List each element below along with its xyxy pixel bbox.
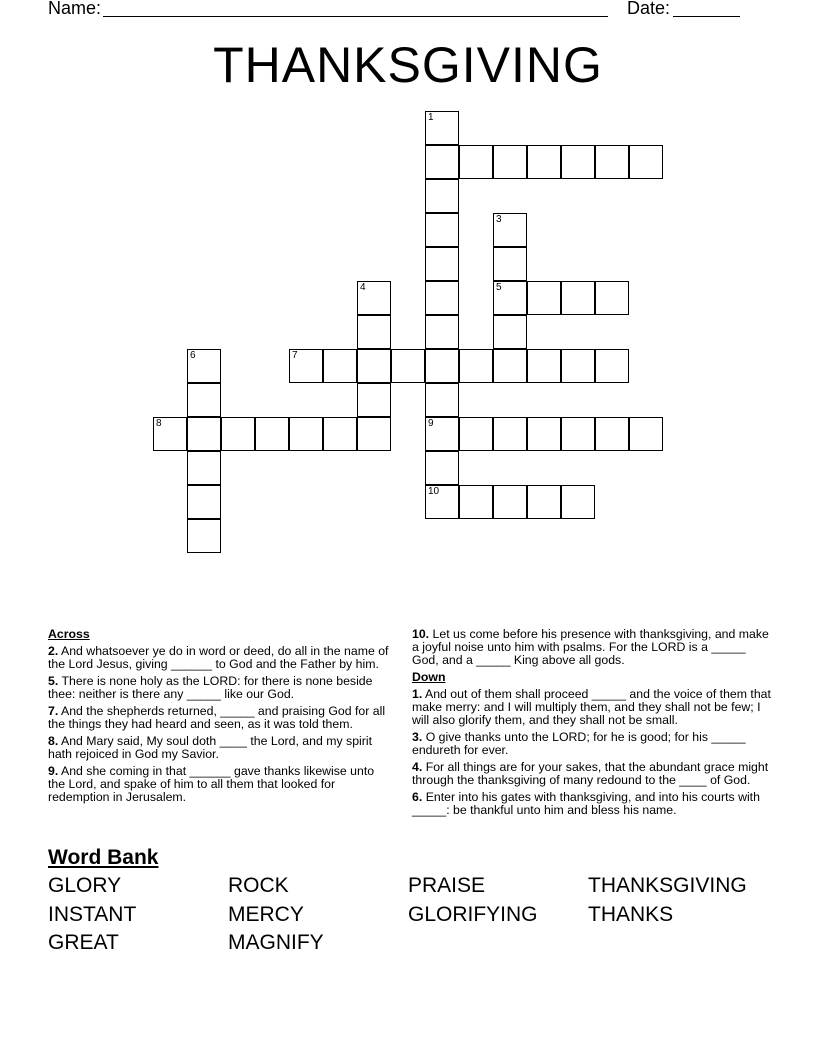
crossword-cell[interactable] — [425, 315, 459, 349]
word-bank-item: INSTANT — [48, 902, 137, 926]
crossword-cell[interactable] — [425, 349, 459, 383]
name-label: Name: — [48, 0, 102, 18]
word-bank-item: MERCY — [228, 902, 304, 926]
clue-down-4: 4. For all things are for your sakes, that the abundant grace might through the thanksgiving of many redound to the ____ of God. — [412, 760, 769, 787]
cell-number: 9 — [428, 418, 434, 429]
crossword-cell[interactable] — [595, 281, 629, 315]
crossword-cell[interactable] — [357, 383, 391, 417]
crossword-cell[interactable] — [493, 247, 527, 281]
clue-across-9: 9. And she coming in that ______ gave thanks likewise unto the Lord, and spake of him to all them that looked for redemption in Jerusalem. — [48, 764, 375, 804]
crossword-cell[interactable] — [493, 315, 527, 349]
crossword-cell[interactable] — [187, 519, 221, 553]
cell-number: 4 — [360, 282, 366, 293]
word-bank-item: THANKSGIVING — [588, 874, 747, 897]
crossword-cell[interactable] — [527, 145, 561, 179]
crossword-cell[interactable] — [527, 349, 561, 383]
crossword-cell[interactable] — [357, 281, 391, 315]
crossword-cell[interactable] — [425, 281, 459, 315]
crossword-cell[interactable] — [493, 485, 527, 519]
crossword-cell[interactable] — [425, 179, 459, 213]
cell-number: 5 — [496, 282, 502, 293]
crossword-cell[interactable] — [187, 417, 221, 451]
crossword-cell[interactable] — [561, 349, 595, 383]
crossword-cell[interactable] — [561, 145, 595, 179]
cell-number: 10 — [428, 486, 440, 497]
word-bank-item: ROCK — [228, 874, 289, 897]
crossword-cell[interactable] — [289, 417, 323, 451]
date-label: Date: — [627, 0, 671, 18]
clue-down-3: 3. O give thanks unto the LORD; for he is good; for his _____ endureth for ever. — [412, 730, 746, 757]
crossword-cell[interactable] — [357, 349, 391, 383]
crossword-cell[interactable] — [561, 281, 595, 315]
crossword-cell[interactable] — [187, 485, 221, 519]
crossword-cell[interactable] — [153, 417, 187, 451]
clue-down-6: 6. Enter into his gates with thanksgiving, and into his courts with _____: be thankful unto him and bless his name. — [412, 790, 760, 817]
cell-number: 6 — [190, 350, 196, 361]
clue-across-5: 5. There is none holy as the LORD: for there is none beside thee: neither is there any _____ like our God. — [48, 674, 373, 701]
crossword-cell[interactable] — [425, 417, 459, 451]
crossword-cell[interactable] — [187, 451, 221, 485]
crossword-cell[interactable] — [323, 417, 357, 451]
crossword-cell[interactable] — [425, 111, 459, 145]
crossword-cell[interactable] — [425, 451, 459, 485]
crossword-cell[interactable] — [459, 485, 493, 519]
crossword-cell[interactable] — [255, 417, 289, 451]
crossword-cell[interactable] — [425, 213, 459, 247]
crossword-cell[interactable] — [629, 417, 663, 451]
page-title: THANKSGIVING — [213, 37, 603, 93]
word-bank-item: GLORIFYING — [408, 902, 538, 926]
down-heading: Down — [412, 670, 446, 684]
clues-right-column — [412, 628, 772, 821]
clue-across-8: 8. And Mary said, My soul doth ____ the Lord, and my spirit hath rejoiced in God my Savior. — [48, 734, 373, 761]
word-bank-item: THANKS — [588, 902, 674, 926]
word-bank-title: Word Bank — [48, 846, 159, 869]
crossword-cell[interactable] — [357, 315, 391, 349]
crossword-cell[interactable] — [425, 145, 459, 179]
clue-across-2: 2. And whatsoever ye do in word or deed, do all in the name of the Lord Jesus, giving ______ to God and the Father by him. — [48, 644, 389, 671]
crossword-cell[interactable] — [425, 383, 459, 417]
crossword-cell[interactable] — [493, 281, 527, 315]
clue-across-7: 7. And the shepherds returned, _____ and praising God for all the things they had heard and seen, as it was told them. — [48, 704, 386, 731]
crossword-cell[interactable] — [187, 349, 221, 383]
clue-down-1: 1. And out of them shall proceed _____ and the voice of them that make merry: and I will multiply them, and they shall not be few; I will also glorify them, and they shall not be small. — [412, 687, 771, 727]
crossword-cell[interactable] — [629, 145, 663, 179]
crossword-cell[interactable] — [493, 145, 527, 179]
crossword-cell[interactable] — [527, 485, 561, 519]
crossword-cell[interactable] — [289, 349, 323, 383]
word-bank-item: PRAISE — [408, 874, 486, 897]
crossword-cell[interactable] — [425, 247, 459, 281]
crossword-cell[interactable] — [459, 417, 493, 451]
crossword-cell[interactable] — [595, 349, 629, 383]
cell-number: 8 — [156, 418, 162, 429]
crossword-cell[interactable] — [425, 485, 459, 519]
word-bank-item: GLORY — [48, 874, 122, 897]
across-heading: Across — [48, 627, 90, 641]
cell-number: 3 — [496, 214, 502, 225]
crossword-cell[interactable] — [527, 417, 561, 451]
crossword-cell[interactable] — [391, 349, 425, 383]
crossword-cell[interactable] — [561, 417, 595, 451]
crossword-cell[interactable] — [493, 213, 527, 247]
clue-across-10: 10. Let us come before his presence with thanksgiving, and make a joyful noise unto him with psalms. For the LORD is a _____ God, and a _____ King above all gods. — [412, 627, 769, 667]
crossword-cell[interactable] — [595, 145, 629, 179]
cell-number: 1 — [428, 112, 434, 123]
crossword-cell[interactable] — [221, 417, 255, 451]
clues-across — [48, 628, 393, 808]
cell-number: 7 — [292, 350, 298, 361]
crossword-cell[interactable] — [527, 281, 561, 315]
crossword-cell[interactable] — [323, 349, 357, 383]
crossword-cell[interactable] — [187, 383, 221, 417]
word-bank-item: MAGNIFY — [228, 931, 324, 954]
crossword-cell[interactable] — [459, 145, 493, 179]
crossword-cell[interactable] — [595, 417, 629, 451]
crossword-cell[interactable] — [493, 417, 527, 451]
word-bank-item: GREAT — [48, 931, 119, 954]
crossword-cell[interactable] — [459, 349, 493, 383]
crossword-cell[interactable] — [561, 485, 595, 519]
crossword-cell[interactable] — [357, 417, 391, 451]
crossword-cell[interactable] — [493, 349, 527, 383]
